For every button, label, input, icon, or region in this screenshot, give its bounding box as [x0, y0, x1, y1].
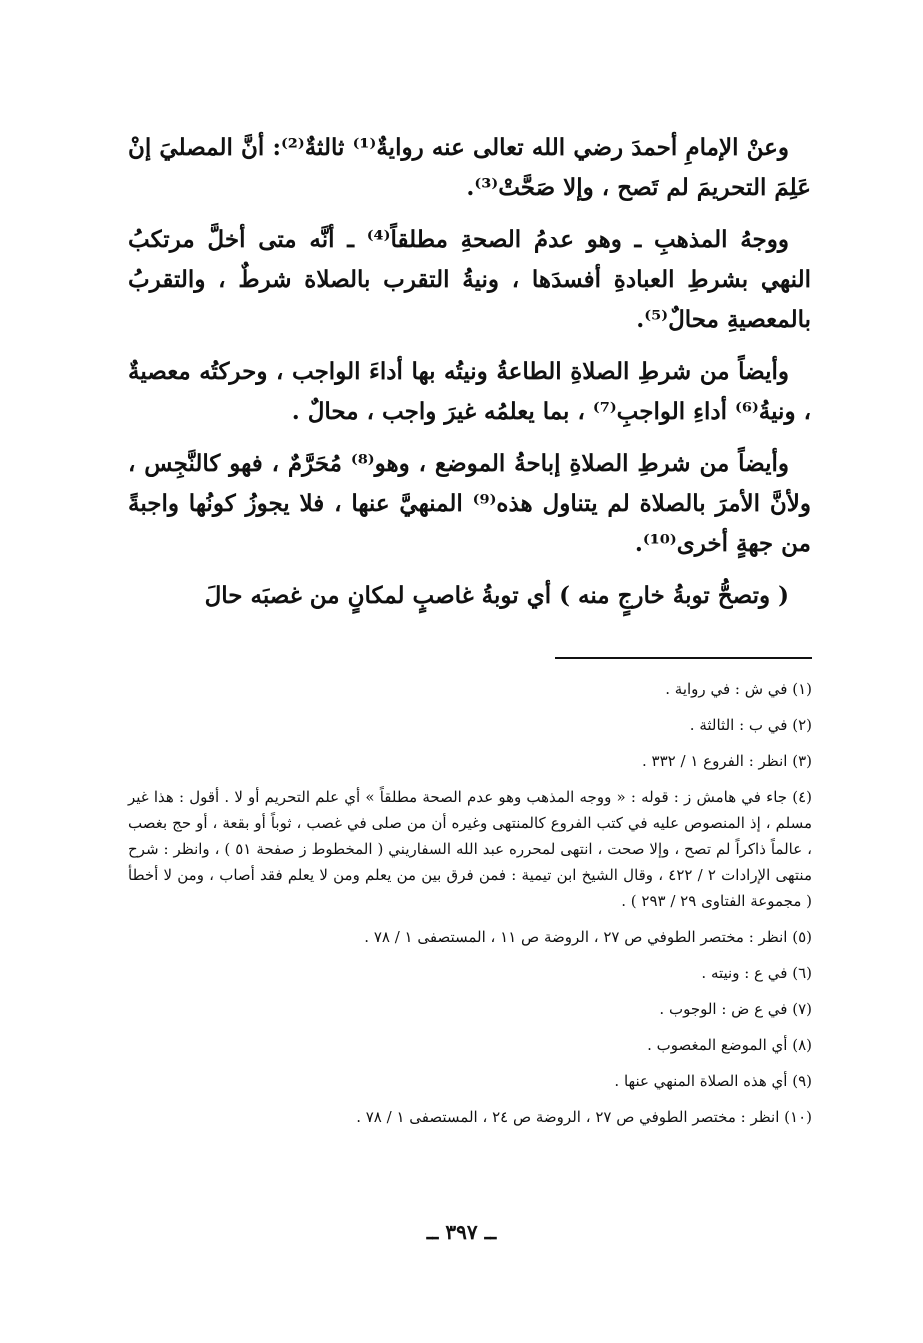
main-paragraph-2: ووجهُ المذهبِ ـ وهو عدمُ الصحةِ مطلقاً⁽⁴⁾ ـ أنَّه متى أخلَّ مرتكبُ النهي بشرطِ العبادةِ أفسدَها ، ونيةُ التقرب بالصلاة شرطٌ ، والتقربُ بالمعصيةِ محالٌ⁽⁵⁾.	[128, 226, 811, 333]
main-paragraph-4: وأيضاً من شرطِ الصلاةِ إباحةُ الموضع ، وهو⁽⁸⁾ مُحَرَّمٌ ، فهو كالنَّجِس ، ولأنَّ الأمرَ بالصلاة لم يتناول هذه⁽⁹⁾ المنهيَّ عنها ، فلا يجوزُ كونُها واجبةً من جهةٍ أخرى⁽¹⁰⁾.	[128, 450, 811, 557]
footnote-1: (١) في ش : في رواية .	[665, 680, 812, 698]
footnote-3: (٣) انظر : الفروع ١ / ٣٣٢ .	[642, 752, 812, 770]
footnote-4: (٤) جاء في هامش ز : قوله : « ووجه المذهب وهو عدم الصحة مطلقاً » أي علم التحريم أو لا . أقول : هذا غير مسلم ، إذ المنصوص عليه في كتب الفروع كالمنتهى وغيره أن من صلى في غصب ، ثوباً أو بقعة ، أو حج بغصب ، عالماً ذاكراً لم تصح ، وإلا صحت ، انتهى لمحرره عبد الله السفاريني ( المخطوط ز صفحة ٥١ ) ، وانظر : شرح منتهى الإرادات ٢ / ٤٢٢ ، وقال الشيخ ابن تيمية : فمن فرق بين من يعلم ومن لا يعلم فقد أصاب ، ومن لا أخطأ ( مجموعة الفتاوى ٢٩ / ٢٩٣ ) .	[128, 788, 812, 910]
main-paragraph-5: ( وتصحُّ توبةُ خارجٍ منه ) أي توبةُ غاصبٍ لمكانٍ من غصبَه حالَ	[204, 582, 789, 609]
main-paragraph-1: وعنْ الإمامِ أحمدَ رضي الله تعالى عنه روايةٌ⁽¹⁾ ثالثةٌ⁽²⁾: أنَّ المصليَ إنْ عَلِمَ التحريمَ لم تَصح ، وإلا صَحَّتْ⁽³⁾.	[128, 134, 811, 201]
footnote-5: (٥) انظر : مختصر الطوفي ص ٢٧ ، الروضة ص ١١ ، المستصفى ١ / ٧٨ .	[364, 928, 812, 946]
main-text	[128, 128, 811, 628]
main-paragraph-3: وأيضاً من شرطِ الصلاةِ الطاعةُ ونيتُه بها أداءَ الواجب ، وحركتُه معصيةٌ ، ونيةُ⁽⁶⁾ أداءِ الواجبِ⁽⁷⁾ ، بما يعلمُه غيرَ واجب ، محالٌ .	[128, 358, 811, 425]
footnote-8: (٨) أي الموضع المغصوب .	[647, 1036, 812, 1054]
page-number: ــ ٣٩٧ ــ	[426, 1220, 497, 1244]
footnote-10: (١٠) انظر : مختصر الطوفي ص ٢٧ ، الروضة ص ٢٤ ، المستصفى ١ / ٧٨ .	[356, 1108, 812, 1126]
footnote-6: (٦) في ع : ونيته .	[701, 964, 812, 982]
footnote-9: (٩) أي هذه الصلاة المنهي عنها .	[614, 1072, 812, 1090]
footnotes	[128, 676, 812, 1140]
footnote-2: (٢) في ب : الثالثة .	[689, 716, 812, 734]
footnote-separator	[555, 657, 812, 659]
footnote-7: (٧) في ع ض : الوجوب .	[659, 1000, 812, 1018]
